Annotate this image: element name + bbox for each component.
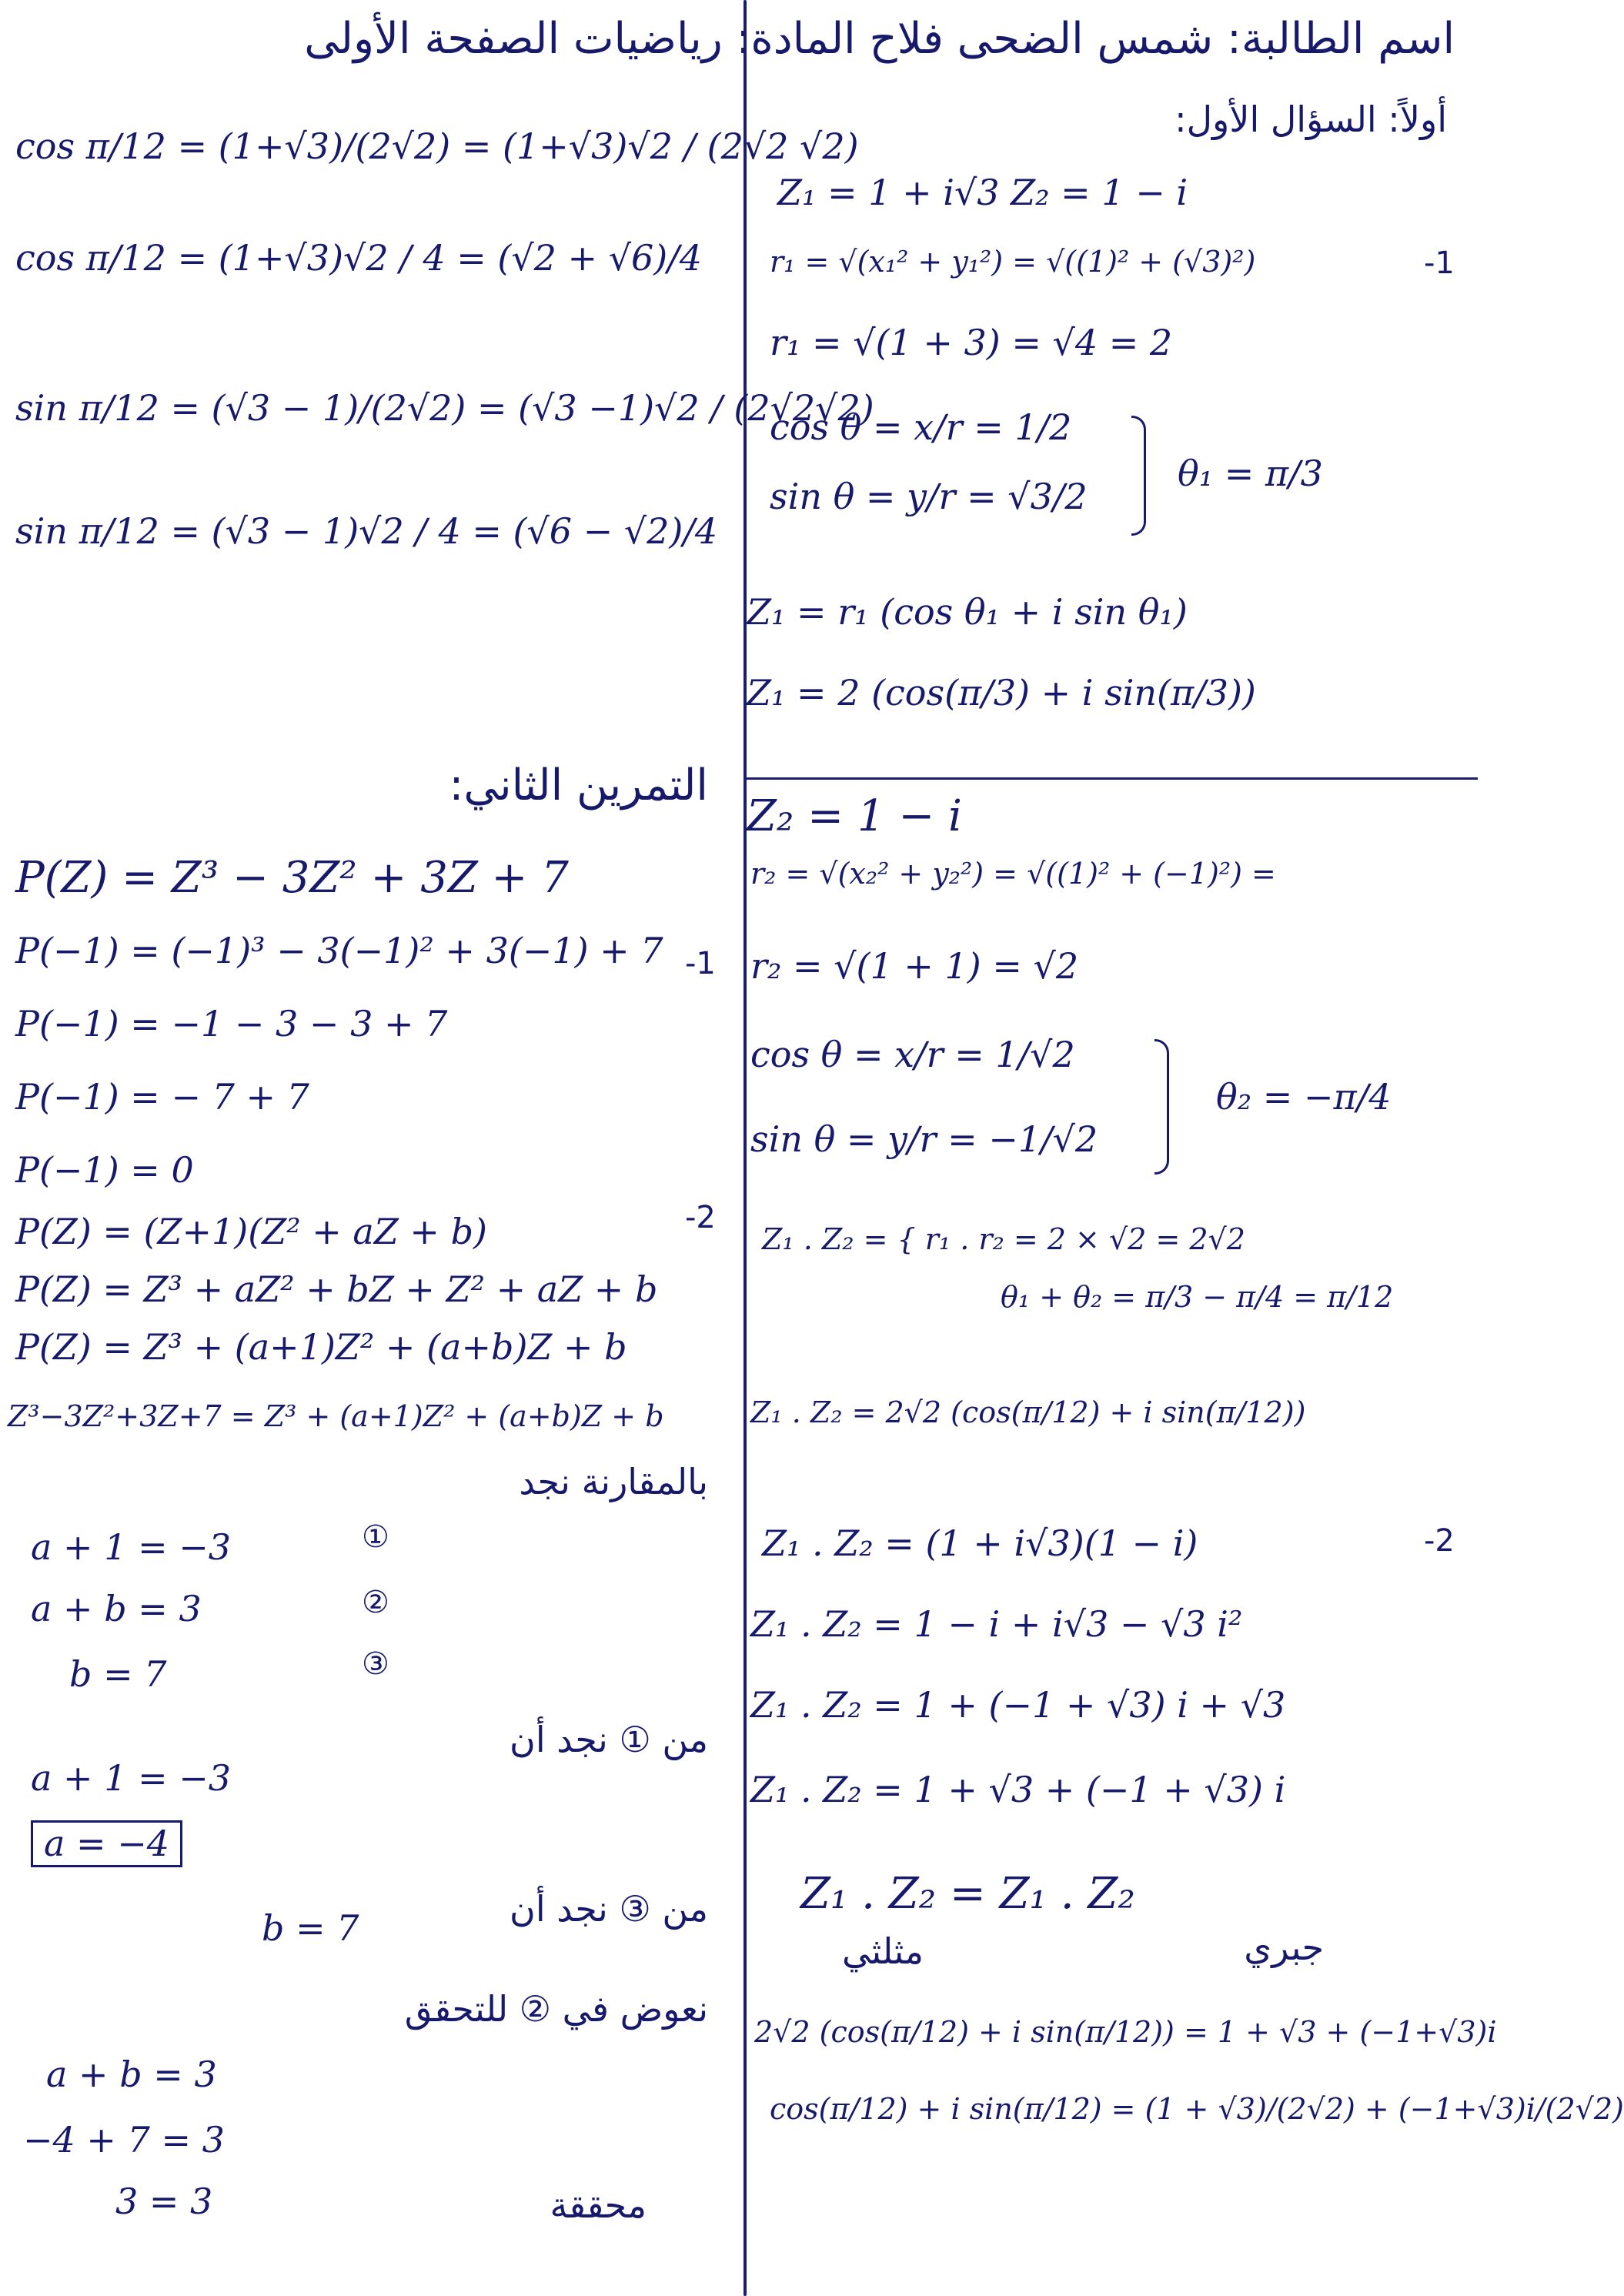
left-line: P(−1) = −1 − 3 − 3 + 7 [15, 1003, 448, 1044]
arabic-note: جبري [1244, 1927, 1324, 1968]
arabic-note: من ① نجد أن [510, 1719, 708, 1760]
right-line: θ₁ + θ₂ = π/3 − π/4 = π/12 [1001, 1280, 1394, 1314]
left-line: P(−1) = 0 [15, 1149, 194, 1191]
left-line: Z³−3Z²+3Z+7 = Z³ + (a+1)Z² + (a+b)Z + b [8, 1399, 664, 1433]
right-line: Z₁ . Z₂ = 2√2 (cos(π/12) + i sin(π/12)) [750, 1395, 1306, 1429]
equation: a + 1 = −3 [31, 1757, 232, 1799]
equation: a + 1 = −3 [31, 1526, 232, 1568]
right-line: Z₁ . Z₂ = 1 − i + i√3 − √3 i² [750, 1603, 1243, 1645]
right-line: r₂ = √(1 + 1) = √2 [750, 945, 1079, 987]
equation-tag: ② [362, 1585, 389, 1620]
page-header: اسم الطالبة: شمس الضحى فلاح المادة: رياضيات الصفحة الأولى [304, 14, 1455, 64]
left-line: P(−1) = − 7 + 7 [15, 1076, 309, 1118]
check-line: 3 = 3 [115, 2181, 213, 2222]
left-line: P(Z) = Z³ − 3Z² + 3Z + 7 [15, 853, 569, 903]
left-line: cos π/12 = (1+√3)√2 / 4 = (√2 + √6)/4 [15, 237, 702, 279]
right-line: Z₁ = 2 (cos(π/3) + i sin(π/3)) [747, 672, 1256, 714]
arabic-note: محققة [550, 2184, 647, 2226]
right-line: Z₁ = r₁ (cos θ₁ + i sin θ₁) [747, 591, 1188, 633]
right-line: r₁ = √(x₁² + y₁²) = √((1)² + (√3)²) [770, 245, 1256, 279]
exercise-title: التمرين الثاني: [449, 760, 708, 810]
right-line: Z₂ = 1 − i [747, 791, 962, 841]
right-line: sin θ = y/r = −1/√2 [750, 1118, 1098, 1160]
arabic-note: نعوض في ② للتحقق [404, 1988, 708, 2030]
right-line: Z₁ . Z₂ = 1 + √3 + (−1 + √3) i [750, 1769, 1286, 1810]
left-line: sin π/12 = (√3 − 1)/(2√2) = (√3 −1)√2 / (2√2√2) [15, 387, 874, 429]
right-line: Z₁ . Z₂ = (1 + i√3)(1 − i) [762, 1522, 1198, 1564]
right-line: r₁ = √(1 + 3) = √4 = 2 [770, 322, 1173, 363]
section-divider [743, 777, 1478, 780]
left-line: P(Z) = Z³ + aZ² + bZ + Z² + aZ + b [15, 1268, 658, 1310]
column-divider [743, 0, 747, 2296]
equation: b = 7 [262, 1907, 359, 1949]
right-line: cos θ = x/r = 1/√2 [750, 1034, 1075, 1075]
left-line: P(−1) = (−1)³ − 3(−1)² + 3(−1) + 7 [15, 930, 663, 971]
equation: b = 7 [69, 1653, 167, 1695]
arabic-note: من ③ نجد أن [510, 1888, 708, 1930]
right-line: Z₁ . Z₂ = 1 + (−1 + √3) i + √3 [750, 1684, 1286, 1726]
left-line: cos π/12 = (1+√3)/(2√2) = (1+√3)√2 / (2√2 √2) [15, 125, 859, 167]
brace [1155, 1039, 1169, 1175]
right-line: Z₁ . Z₂ = Z₁ . Z₂ [800, 1869, 1135, 1919]
right-line: r₂ = √(x₂² + y₂²) = √((1)² + (−1)²) = [750, 857, 1276, 891]
check-line: a + b = 3 [46, 2054, 217, 2095]
section-title: أولاً: السؤال الأول: [1175, 99, 1447, 140]
right-line: 2√2 (cos(π/12) + i sin(π/12)) = 1 + √3 + (−1+√3)i [754, 2015, 1497, 2049]
right-line: Z₁ . Z₂ = { r₁ . r₂ = 2 × √2 = 2√2 [762, 1222, 1245, 1256]
equation-tag: ③ [362, 1646, 389, 1682]
arabic-note: بالمقارنة نجد [519, 1461, 708, 1502]
arabic-note: مثلثي [842, 1930, 924, 1972]
right-line: θ₁ = π/3 [1178, 453, 1323, 494]
right-line: sin θ = y/r = √3/2 [770, 476, 1088, 517]
equation: a + b = 3 [31, 1588, 202, 1629]
equation-tag: ① [362, 1519, 389, 1555]
left-line: P(Z) = (Z+1)(Z² + aZ + b) [15, 1211, 487, 1252]
right-line: Z₁ = 1 + i√3 Z₂ = 1 − i [777, 172, 1188, 213]
item-number: -1 [1424, 246, 1455, 281]
item-number: -2 [685, 1200, 716, 1235]
left-line: P(Z) = Z³ + (a+1)Z² + (a+b)Z + b [15, 1326, 627, 1368]
brace [1131, 416, 1146, 536]
right-line: cos θ = x/r = 1/2 [770, 406, 1072, 448]
item-number: -1 [685, 946, 716, 981]
left-line: sin π/12 = (√3 − 1)√2 / 4 = (√6 − √2)/4 [15, 510, 718, 552]
boxed-answer: a = −4 [31, 1820, 182, 1867]
item-number: -2 [1424, 1523, 1455, 1559]
right-line: θ₂ = −π/4 [1216, 1076, 1392, 1118]
right-line: cos(π/12) + i sin(π/12) = (1 + √3)/(2√2) + (−1+√3)i/(2√2) [770, 2092, 1624, 2126]
check-line: −4 + 7 = 3 [23, 2119, 225, 2161]
